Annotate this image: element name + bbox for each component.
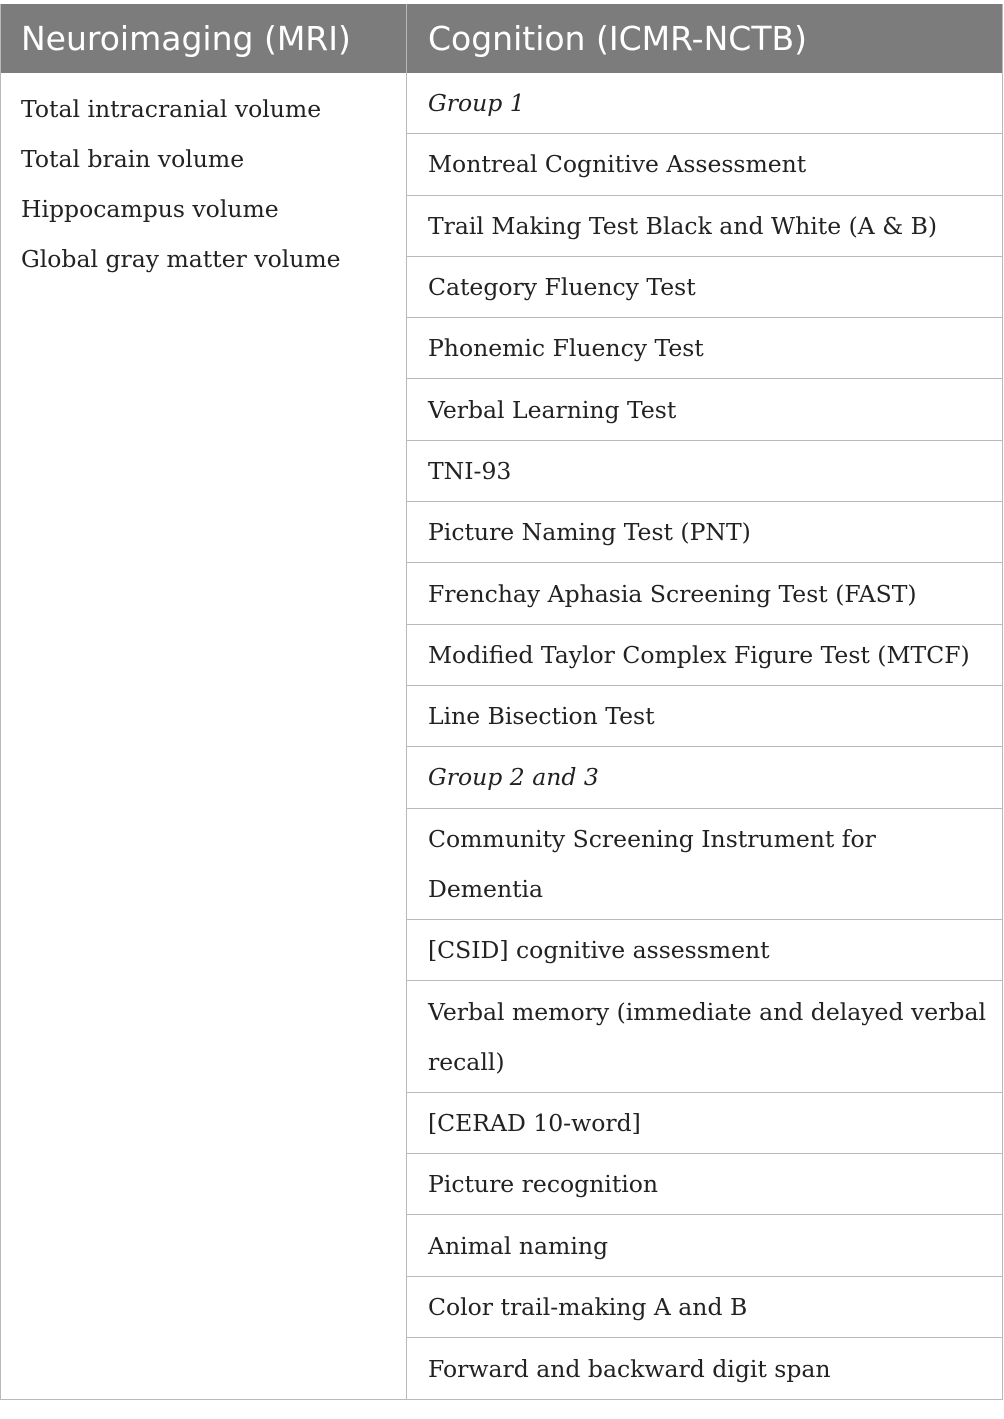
- cognition-item-label: Phonemic Fluency Test: [428, 334, 704, 363]
- cognition-row: [407, 257, 1002, 318]
- neuroimaging-item: Hippocampus volume: [21, 195, 279, 223]
- cognition-item-label: Trail Making Test Black and White (A & B): [428, 211, 938, 240]
- group-heading-row: [407, 73, 1002, 134]
- neuroimaging-column: [1, 73, 407, 1399]
- cognition-row: [407, 502, 1002, 563]
- cognition-item-label: Frenchay Aphasia Screening Test (FAST): [428, 579, 917, 608]
- neuroimaging-item: Total brain volume: [21, 145, 245, 173]
- cognition-item-label: [CSID] cognitive assessment: [428, 936, 770, 965]
- cognition-row: [407, 196, 1002, 257]
- cognition-row: [407, 441, 1002, 502]
- cognition-item-label: TNI-93: [428, 456, 512, 485]
- header-cognition: Cognition (ICMR-NCTB): [428, 19, 807, 58]
- cognition-item-label: Group 2 and 3: [428, 763, 599, 792]
- table-header: [1, 4, 1002, 73]
- cognition-item-label: Animal naming: [428, 1231, 609, 1260]
- cognition-item-label: Modified Taylor Complex Figure Test (MTCF): [428, 640, 970, 669]
- cognition-row: [407, 1215, 1002, 1276]
- cognition-item-label: Color trail-making A and B: [428, 1292, 748, 1321]
- cognition-row: [407, 809, 1002, 921]
- group-heading-row: [407, 747, 1002, 808]
- cognition-item-label: Verbal Learning Test: [428, 395, 677, 424]
- cognition-row: [407, 1277, 1002, 1338]
- cognition-row: [407, 1154, 1002, 1215]
- cognition-row: [407, 379, 1002, 440]
- header-neuroimaging: Neuroimaging (MRI): [1, 4, 407, 73]
- cognition-item-label: [CERAD 10-word]: [428, 1109, 641, 1137]
- cognition-item-label: Group 1: [428, 89, 525, 118]
- cognition-row: [407, 1093, 1002, 1154]
- cognition-row: [407, 318, 1002, 379]
- cognition-row: [407, 563, 1002, 624]
- table-body: [1, 73, 1002, 1399]
- cognition-row: [407, 920, 1002, 981]
- measures-table: [0, 4, 1003, 1400]
- cognition-row: [407, 981, 1002, 1093]
- cognition-item-label: Community Screening Instrument for Dementia: [428, 824, 876, 903]
- cognition-row: [407, 625, 1002, 686]
- cognition-item-label: Picture Naming Test (PNT): [428, 518, 751, 547]
- neuroimaging-item: Global gray matter volume: [21, 245, 341, 273]
- cognition-item-label: Category Fluency Test: [428, 273, 696, 302]
- cognition-item-label: Forward and backward digit span: [428, 1354, 831, 1383]
- cognition-row: [407, 134, 1002, 195]
- cognition-row: [407, 1338, 1002, 1399]
- cognition-row: [407, 686, 1002, 747]
- cognition-column: [407, 73, 1002, 1399]
- cognition-item-label: Line Bisection Test: [428, 702, 655, 731]
- cognition-item-label: Picture recognition: [428, 1170, 659, 1199]
- neuroimaging-item: Total intracranial volume: [21, 95, 322, 123]
- cognition-item-label: Montreal Cognitive Assessment: [428, 150, 807, 179]
- cognition-item-label: Verbal memory (immediate and delayed verbal recall): [428, 997, 986, 1076]
